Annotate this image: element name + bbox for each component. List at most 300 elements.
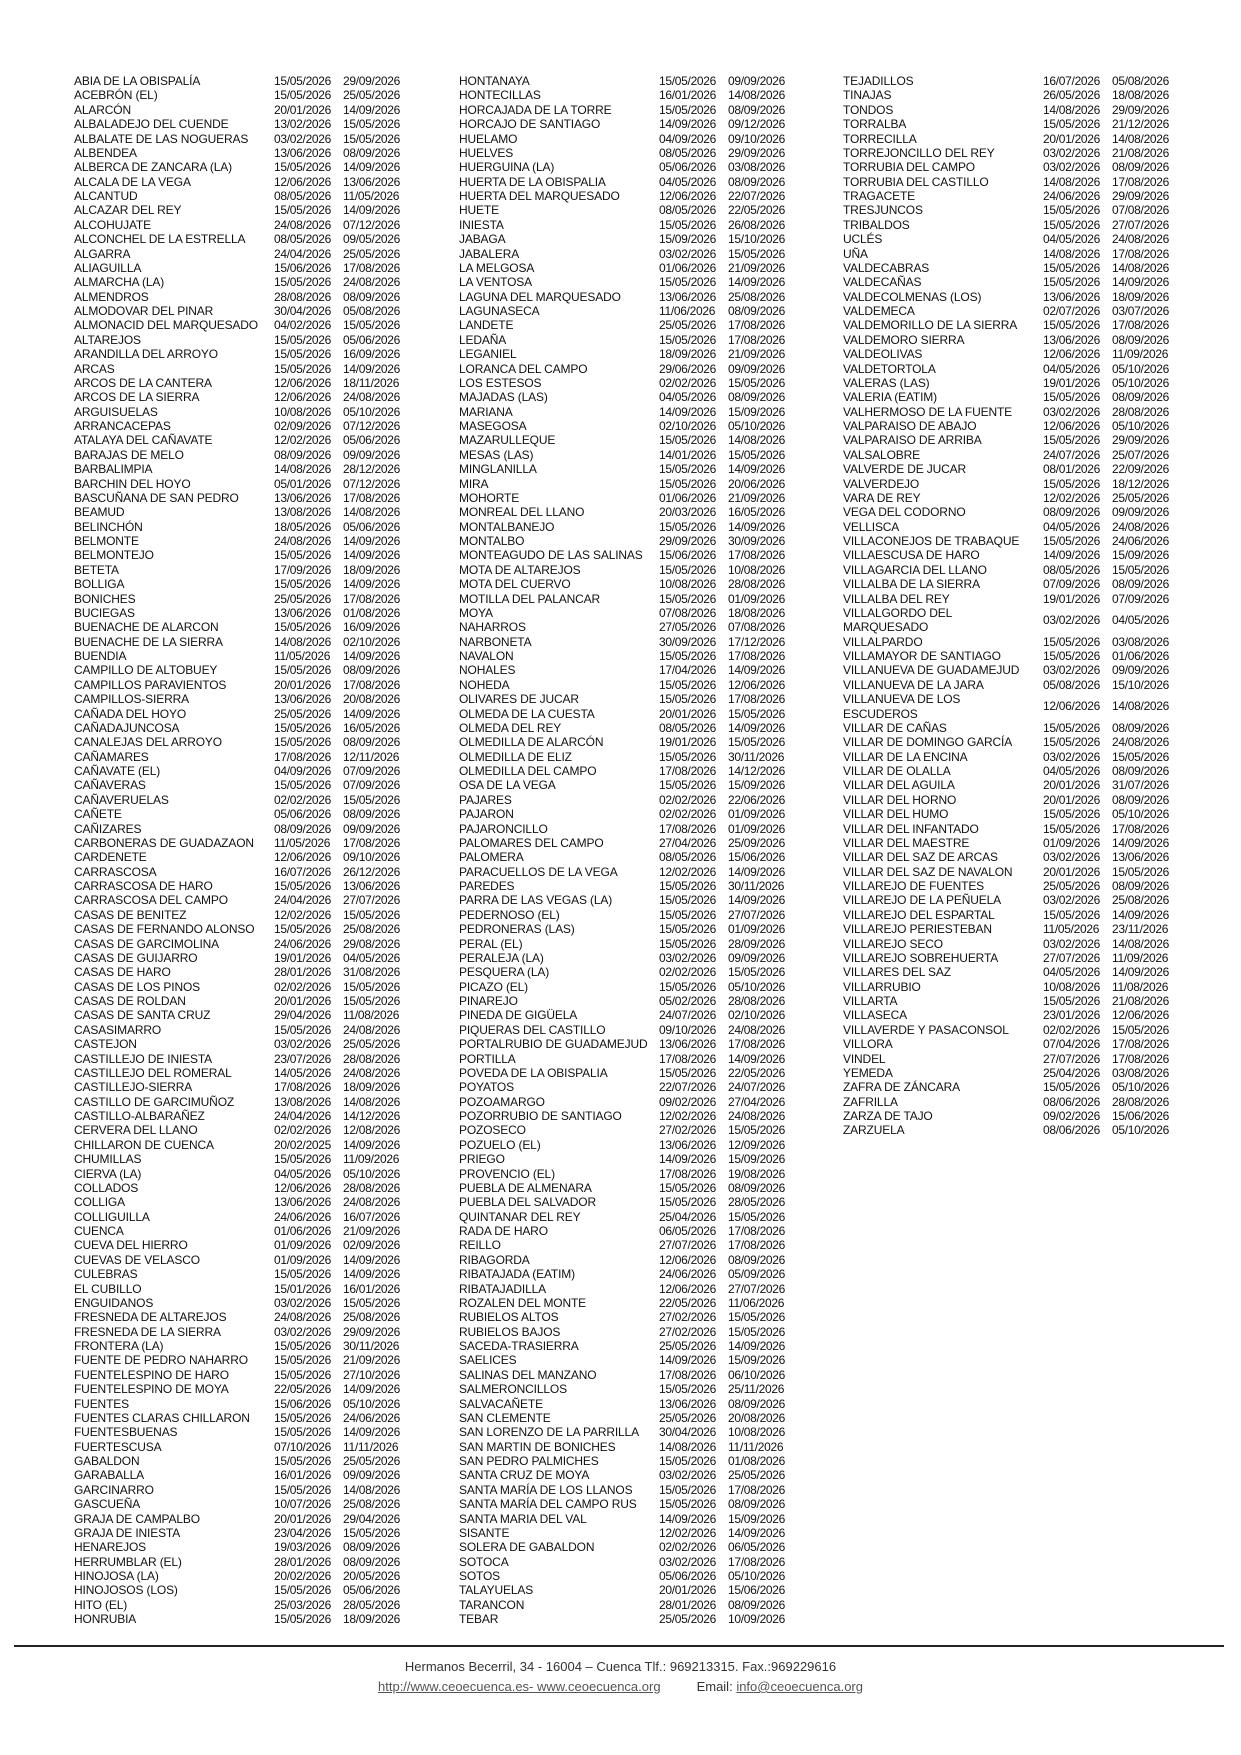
municipality-name: CASTILLEJO DEL ROMERAL — [74, 1065, 232, 1080]
date-start: 10/08/2026 — [659, 577, 717, 592]
date-end: 21/08/2026 — [1112, 994, 1170, 1008]
municipality-name: VALDECABRAS — [843, 260, 930, 275]
date-start: 13/06/2026 — [274, 1195, 332, 1210]
date-end: 09/10/2026 — [343, 850, 401, 865]
date-end: 08/09/2026 — [343, 807, 401, 822]
date-end: 14/09/2026 — [1112, 275, 1170, 290]
date-end: 17/08/2026 — [728, 1037, 786, 1052]
municipality-name: FRESNEDA DE ALTAREJOS — [74, 1310, 227, 1325]
date-start: 29/06/2026 — [659, 361, 717, 376]
date-start: 27/02/2026 — [659, 1310, 717, 1325]
date-end: 11/09/2026 — [1112, 347, 1169, 362]
date-start: 29/09/2026 — [659, 534, 717, 548]
date-start: 27/07/2026 — [1043, 1051, 1101, 1066]
website-link[interactable]: http://www.ceoecuenca.es- www.ceoecuenca.org — [378, 1679, 661, 1694]
email-label: Email: — [696, 1679, 733, 1694]
date-start: 02/02/2026 — [659, 1540, 717, 1555]
date-start: 23/01/2026 — [1043, 1008, 1101, 1023]
municipality-name: CAÑAVERAS — [74, 778, 146, 793]
date-start: 15/05/2026 — [659, 778, 717, 793]
date-end: 29/09/2026 — [343, 1324, 401, 1339]
date-end: 15/06/2026 — [1112, 1109, 1170, 1123]
municipality-name: GRAJA DE CAMPALBO — [74, 1511, 200, 1526]
date-start: 24/08/2026 — [274, 534, 332, 548]
date-end: 14/09/2026 — [728, 663, 786, 678]
date-start: 08/06/2026 — [1043, 1094, 1101, 1109]
email-link[interactable]: info@ceoecuenca.org — [736, 1679, 863, 1694]
date-start: 12/06/2026 — [1043, 347, 1101, 362]
date-end: 31/08/2026 — [343, 965, 401, 980]
date-end: 21/09/2026 — [728, 490, 786, 505]
date-end: 25/11/2026 — [728, 1382, 785, 1397]
date-end: 08/09/2026 — [343, 663, 401, 678]
date-end: 17/08/2026 — [343, 835, 401, 850]
date-start: 19/01/2026 — [1043, 375, 1101, 390]
date-end: 15/05/2026 — [343, 907, 401, 922]
date-start: 20/03/2026 — [659, 505, 717, 520]
date-end: 25/05/2026 — [343, 246, 401, 261]
date-start: 22/05/2026 — [659, 1295, 717, 1310]
municipality-name: TALAYUELAS — [459, 1583, 534, 1598]
date-start: 05/08/2026 — [1043, 677, 1101, 692]
municipality-name: SANTA CRUZ DE MOYA — [459, 1468, 590, 1483]
municipality-name: TINAJAS — [843, 88, 892, 103]
municipality-name: VINDEL — [843, 1051, 886, 1066]
date-start: 19/03/2026 — [274, 1540, 332, 1555]
municipality-name: ALTAREJOS — [74, 332, 141, 347]
date-end: 15/05/2026 — [1112, 1022, 1170, 1037]
date-end: 18/09/2026 — [343, 1080, 401, 1095]
municipality-name: FUERTESCUSA — [74, 1439, 162, 1454]
municipality-name: FUENTELESPINO DE HARO — [74, 1367, 229, 1382]
date-end: 15/05/2026 — [343, 1525, 401, 1540]
municipality-name: HONTECILLAS — [459, 88, 541, 103]
municipality-name: GARCINARRO — [74, 1482, 154, 1497]
date-end: 15/10/2026 — [1112, 677, 1170, 692]
date-end: 05/10/2026 — [1112, 1123, 1170, 1138]
date-start: 14/05/2026 — [274, 1065, 332, 1080]
date-end: 09/09/2026 — [728, 74, 786, 88]
date-end: 17/08/2026 — [1112, 174, 1170, 189]
municipality-name: LEDAÑA — [459, 332, 507, 347]
municipality-name: CARRASCOSA DEL CAMPO — [74, 893, 228, 908]
municipality-name: ALBERCA DE ZANCARA (LA) — [74, 160, 232, 175]
date-end: 14/08/2026 — [343, 1094, 401, 1109]
date-start: 14/08/2026 — [274, 634, 332, 649]
municipality-name: FRESNEDA DE LA SIERRA — [74, 1324, 221, 1339]
date-start: 15/05/2026 — [659, 332, 717, 347]
date-start: 29/04/2026 — [274, 1008, 332, 1023]
date-end: 05/08/2026 — [343, 304, 401, 318]
municipality-name: VILLARRUBIO — [843, 979, 921, 994]
footer-rule — [14, 1645, 1224, 1647]
date-end: 17/08/2026 — [728, 1238, 786, 1253]
date-end: 09/09/2026 — [1112, 663, 1170, 678]
municipality-name: TORREJONCILLO DEL REY — [843, 145, 995, 160]
date-end: 17/08/2026 — [1112, 1037, 1170, 1052]
date-end: 15/05/2026 — [343, 994, 401, 1008]
date-start: 24/07/2026 — [1043, 447, 1101, 462]
municipality-name: PROVENCIO (EL) — [459, 1166, 555, 1181]
municipality-name: SAN LORENZO DE LA PARRILLA — [459, 1425, 639, 1440]
municipality-name: HUELAMO — [459, 131, 518, 146]
municipality-name: VILLAR DEL MAESTRE — [843, 835, 970, 850]
municipality-name: CASAS DE FERNANDO ALONSO — [74, 922, 255, 937]
municipality-name: TRIBALDOS — [843, 217, 910, 232]
municipality-name: VALDECAÑAS — [843, 275, 922, 290]
municipality-name: SAN PEDRO PALMICHES — [459, 1454, 599, 1468]
municipality-name: VILLASECA — [843, 1008, 908, 1023]
municipality-name: SANTA MARÍA DE LOS LLANOS — [459, 1482, 633, 1497]
date-end: 02/10/2026 — [343, 634, 401, 649]
date-start: 17/08/2026 — [659, 1051, 717, 1066]
municipality-name: CASTILLO-ALBARAÑEZ — [74, 1109, 205, 1123]
municipality-name: GARABALLA — [74, 1468, 145, 1483]
date-end: 09/09/2026 — [728, 950, 786, 965]
municipality-name: ARANDILLA DEL ARROYO — [74, 347, 218, 362]
date-start: 04/05/2026 — [659, 174, 717, 189]
date-end: 17/08/2026 — [343, 490, 401, 505]
date-end: 14/09/2026 — [728, 893, 786, 908]
date-end: 17/08/2026 — [1112, 821, 1170, 836]
date-end: 07/08/2026 — [1112, 203, 1170, 218]
municipality-name: COLLADOS — [74, 1180, 139, 1195]
municipality-name: VARA DE REY — [843, 490, 921, 505]
date-end: 24/08/2026 — [343, 390, 401, 405]
date-start: 04/05/2026 — [1043, 965, 1101, 980]
date-start: 15/05/2026 — [1043, 275, 1101, 290]
date-start: 24/06/2026 — [274, 1209, 332, 1224]
date-end: 03/08/2026 — [1112, 1065, 1170, 1080]
date-end: 25/05/2026 — [728, 1468, 786, 1483]
municipality-name: BEAMUD — [74, 505, 125, 520]
date-end: 30/11/2026 — [728, 879, 785, 893]
date-end: 04/05/2026 — [1112, 612, 1170, 627]
municipality-name: VALDEMORO SIERRA — [843, 332, 965, 347]
date-end: 14/08/2026 — [343, 1482, 401, 1497]
municipality-name: CAÑADA DEL HOYO — [74, 706, 187, 721]
date-end: 07/12/2026 — [343, 419, 401, 433]
date-start: 15/05/2026 — [659, 562, 717, 577]
municipality-name: CASTILLEJO-SIERRA — [74, 1080, 193, 1095]
date-start: 04/05/2026 — [659, 390, 717, 405]
date-start: 15/05/2026 — [274, 332, 332, 347]
date-end: 05/10/2026 — [343, 1396, 401, 1411]
date-start: 15/06/2026 — [274, 1396, 332, 1411]
date-end: 09/09/2026 — [343, 1468, 401, 1483]
date-start: 04/05/2026 — [1043, 232, 1101, 247]
date-start: 04/02/2026 — [274, 318, 332, 333]
date-end: 18/09/2026 — [1112, 289, 1170, 304]
date-end: 07/12/2026 — [343, 217, 401, 232]
municipality-name: ROZALEN DEL MONTE — [459, 1295, 587, 1310]
date-end: 20/08/2026 — [343, 692, 401, 707]
date-start: 15/05/2026 — [274, 735, 332, 750]
date-end: 24/06/2026 — [343, 1410, 401, 1425]
municipality-name: MIRA — [459, 476, 489, 491]
municipality-name: POZOSECO — [459, 1123, 526, 1138]
municipality-name: CASASIMARRO — [74, 1022, 162, 1037]
date-end: 15/05/2026 — [728, 1310, 786, 1325]
municipality-name: ALCALA DE LA VEGA — [74, 174, 191, 189]
date-start: 15/05/2026 — [1043, 649, 1101, 663]
date-start: 06/05/2026 — [659, 1224, 717, 1238]
municipality-name: CASTILLEJO DE INIESTA — [74, 1051, 212, 1066]
date-end: 12/06/2026 — [728, 677, 786, 692]
date-end: 09/09/2026 — [1112, 505, 1170, 520]
date-start: 25/05/2026 — [659, 1612, 717, 1627]
date-end: 09/09/2026 — [343, 821, 401, 836]
date-end: 10/08/2026 — [728, 1425, 786, 1440]
date-start: 12/06/2026 — [274, 390, 332, 405]
date-end: 17/08/2026 — [1112, 246, 1170, 261]
date-start: 16/01/2026 — [659, 88, 717, 103]
date-start: 24/06/2026 — [659, 1267, 717, 1282]
date-end: 23/11/2026 — [1112, 922, 1169, 937]
municipality-name: CANALEJAS DEL ARROYO — [74, 735, 222, 750]
municipality-name: VILLAR DEL HORNO — [843, 792, 957, 807]
date-start: 15/05/2026 — [274, 1367, 332, 1382]
municipality-name: OLMEDA DE LA CUESTA — [459, 706, 595, 721]
municipality-name: VALSALOBRE — [843, 447, 920, 462]
date-start: 15/05/2026 — [1043, 994, 1101, 1008]
date-end: 26/12/2026 — [343, 864, 401, 879]
municipality-name: ZAFRA DE ZÁNCARA — [843, 1080, 960, 1095]
date-start: 15/05/2026 — [1043, 534, 1101, 548]
municipality-name: VALDEOLIVAS — [843, 347, 923, 362]
date-start: 12/06/2026 — [274, 174, 332, 189]
date-end: 20/05/2026 — [343, 1569, 401, 1583]
date-start: 14/09/2026 — [1043, 548, 1101, 563]
date-end: 14/09/2026 — [343, 102, 401, 117]
date-end: 14/09/2026 — [343, 1382, 401, 1397]
municipality-name: UÑA — [843, 246, 868, 261]
date-start: 02/02/2026 — [659, 375, 717, 390]
municipality-name: OLMEDILLA DE ELIZ — [459, 749, 572, 764]
date-start: 15/05/2026 — [274, 577, 332, 592]
municipality-name: VALDETORTOLA — [843, 361, 936, 376]
date-end: 14/09/2026 — [728, 462, 786, 477]
municipality-name: POVEDA DE LA OBISPALIA — [459, 1065, 608, 1080]
date-start: 08/09/2026 — [274, 447, 332, 462]
date-end: 15/05/2026 — [1112, 562, 1170, 577]
municipality-name: CAMPILLOS PARAVIENTOS — [74, 677, 227, 692]
date-end: 08/09/2026 — [728, 1497, 786, 1512]
date-end: 22/09/2026 — [1112, 462, 1170, 477]
municipality-name: VILLAREJO SOBREHUERTA — [843, 950, 999, 965]
municipality-name: ARCAS — [74, 361, 115, 376]
date-end: 01/08/2026 — [343, 605, 401, 620]
date-end: 21/09/2026 — [728, 260, 786, 275]
municipality-name: PINEDA DE GIGÜELA — [459, 1008, 578, 1023]
municipality-name: RADA DE HARO — [459, 1224, 548, 1238]
date-end: 08/09/2026 — [728, 304, 786, 318]
date-start: 15/05/2026 — [274, 1583, 332, 1598]
date-start: 15/05/2026 — [659, 433, 717, 448]
municipality-name: VILLAREJO DE FUENTES — [843, 879, 985, 893]
date-start: 12/06/2026 — [274, 1180, 332, 1195]
date-end: 09/09/2026 — [343, 447, 401, 462]
municipality-name: VALERAS (LAS) — [843, 375, 930, 390]
date-end: 05/06/2026 — [343, 519, 401, 534]
date-end: 29/09/2026 — [1112, 102, 1170, 117]
municipality-name: POZORRUBIO DE SANTIAGO — [459, 1109, 622, 1123]
date-end: 14/09/2026 — [343, 577, 401, 592]
date-start: 25/05/2026 — [274, 591, 332, 606]
date-end: 05/10/2026 — [728, 979, 786, 994]
date-end: 11/11/2026 — [728, 1439, 784, 1454]
footer-links — [0, 1677, 1241, 1697]
date-end: 16/07/2026 — [343, 1209, 401, 1224]
municipality-name: HERRUMBLAR (EL) — [74, 1554, 182, 1569]
date-start: 03/02/2026 — [274, 131, 332, 146]
date-end: 30/09/2026 — [728, 534, 786, 548]
date-end: 18/09/2026 — [343, 1612, 401, 1627]
municipality-name: ALMODOVAR DEL PINAR — [74, 304, 214, 318]
date-start: 16/07/2026 — [274, 864, 332, 879]
date-end: 03/08/2026 — [1112, 634, 1170, 649]
date-start: 17/08/2026 — [274, 1080, 332, 1095]
municipality-name: PRIEGO — [459, 1152, 505, 1167]
date-start: 14/09/2026 — [659, 1353, 717, 1368]
municipality-name: RIBATAJADILLA — [459, 1281, 546, 1296]
date-start: 16/07/2026 — [1043, 74, 1101, 88]
date-end: 14/08/2026 — [1112, 260, 1170, 275]
date-end: 24/08/2026 — [343, 1022, 401, 1037]
date-start: 15/05/2026 — [274, 1353, 332, 1368]
date-start: 20/01/2026 — [274, 677, 332, 692]
date-end: 12/06/2026 — [1112, 1008, 1170, 1023]
municipality-name: BASCUÑANA DE SAN PEDRO — [74, 490, 239, 505]
date-end: 28/12/2026 — [343, 462, 401, 477]
date-end: 14/09/2026 — [343, 548, 401, 563]
date-end: 14/08/2026 — [1112, 699, 1170, 714]
date-end: 27/07/2026 — [728, 907, 786, 922]
date-end: 08/09/2026 — [728, 1597, 786, 1612]
date-start: 14/08/2026 — [1043, 174, 1101, 189]
date-start: 24/06/2026 — [1043, 189, 1101, 203]
municipality-name: VILLAREJO DE LA PEÑUELA — [843, 893, 1001, 908]
date-start: 17/08/2026 — [659, 821, 717, 836]
date-end: 28/08/2026 — [1112, 1094, 1170, 1109]
municipality-name: HUETE — [459, 203, 499, 218]
date-start: 15/05/2026 — [1043, 260, 1101, 275]
date-start: 22/05/2026 — [274, 1382, 332, 1397]
municipality-name: VILLARES DEL SAZ — [843, 965, 951, 980]
municipality-name: HENAREJOS — [74, 1540, 146, 1555]
municipality-name: SOTOS — [459, 1569, 501, 1583]
date-start: 05/02/2026 — [659, 994, 717, 1008]
date-start: 15/05/2026 — [274, 275, 332, 290]
municipality-name: MOYA — [459, 605, 493, 620]
municipality-name: PALOMARES DEL CAMPO — [459, 835, 604, 850]
date-start: 08/05/2026 — [659, 145, 717, 160]
date-start: 13/06/2026 — [659, 289, 717, 304]
municipality-name: FUENTES — [74, 1396, 129, 1411]
date-end: 08/09/2026 — [728, 1180, 786, 1195]
municipality-name: VILLAR DEL SAZ DE NAVALON — [843, 864, 1013, 879]
date-end: 08/09/2026 — [343, 289, 401, 304]
municipality-name: TARANCON — [459, 1597, 525, 1612]
date-start: 15/05/2026 — [659, 1065, 717, 1080]
municipality-name: SANTA MARÍA DEL CAMPO RUS — [459, 1497, 637, 1512]
date-end: 21/08/2026 — [1112, 145, 1170, 160]
municipality-name: MARIANA — [459, 404, 513, 419]
date-start: 11/05/2026 — [274, 835, 331, 850]
date-start: 23/04/2026 — [274, 1525, 332, 1540]
date-start: 15/05/2026 — [659, 749, 717, 764]
date-end: 29/08/2026 — [343, 936, 401, 951]
date-end: 20/06/2026 — [728, 476, 786, 491]
date-start: 15/05/2026 — [659, 677, 717, 692]
municipality-name: VILLAMAYOR DE SANTIAGO — [843, 649, 1001, 663]
municipality-name: VILLAR DEL INFANTADO — [843, 821, 979, 836]
municipality-name: JABALERA — [459, 246, 520, 261]
date-start: 19/01/2026 — [1043, 591, 1101, 606]
date-start: 01/09/2026 — [1043, 835, 1101, 850]
date-end: 03/08/2026 — [728, 160, 786, 175]
date-end: 17/08/2026 — [728, 1224, 786, 1238]
municipality-name: CASTEJON — [74, 1037, 137, 1052]
date-end: 15/05/2026 — [343, 979, 401, 994]
municipality-name: HONRUBIA — [74, 1612, 137, 1627]
municipality-name: BUENDIA — [74, 649, 127, 663]
municipality-name: COLLIGUILLA — [74, 1209, 150, 1224]
date-start: 16/01/2026 — [274, 1468, 332, 1483]
date-start: 30/04/2026 — [659, 1425, 717, 1440]
date-end: 11/09/2026 — [1112, 950, 1169, 965]
date-start: 14/08/2026 — [274, 462, 332, 477]
municipality-name: CAMPILLO DE ALTOBUEY — [74, 663, 218, 678]
municipality-name: MOTILLA DEL PALANCAR — [459, 591, 601, 606]
date-end: 09/05/2026 — [343, 232, 401, 247]
date-start: 07/09/2026 — [1043, 577, 1101, 592]
municipality-name: VILLALGORDO DEL MARQUESADO — [843, 605, 952, 635]
date-start: 12/02/2026 — [659, 1109, 717, 1123]
date-start: 15/05/2026 — [659, 519, 717, 534]
municipality-name: SOTOCA — [459, 1554, 509, 1569]
municipality-name: CUENCA — [74, 1224, 124, 1238]
date-end: 15/05/2026 — [343, 318, 401, 333]
municipality-name: FUENTESBUENAS — [74, 1425, 178, 1440]
municipality-name: CHILLARON DE CUENCA — [74, 1137, 214, 1152]
municipality-name: PICAZO (EL) — [459, 979, 529, 994]
date-start: 15/05/2026 — [659, 1382, 717, 1397]
date-start: 15/05/2026 — [1043, 1080, 1101, 1095]
municipality-name: BETETA — [74, 562, 119, 577]
date-end: 14/09/2026 — [343, 160, 401, 175]
municipality-name: VALVERDE DE JUCAR — [843, 462, 967, 477]
date-start: 15/05/2026 — [659, 649, 717, 663]
municipality-name: CIERVA (LA) — [74, 1166, 142, 1181]
date-end: 08/09/2026 — [728, 1396, 786, 1411]
date-end: 14/08/2026 — [728, 433, 786, 448]
date-end: 08/09/2026 — [728, 102, 786, 117]
date-end: 05/09/2026 — [728, 1267, 786, 1282]
date-start: 02/02/2026 — [659, 807, 717, 822]
municipality-name: OLIVARES DE JUCAR — [459, 692, 579, 707]
date-start: 17/08/2026 — [274, 749, 332, 764]
date-end: 30/11/2026 — [343, 1339, 400, 1353]
date-end: 24/08/2026 — [1112, 735, 1170, 750]
date-start: 23/07/2026 — [274, 1051, 332, 1066]
date-start: 15/05/2026 — [1043, 634, 1101, 649]
municipality-name: ZARZUELA — [843, 1123, 905, 1138]
date-end: 15/09/2026 — [728, 404, 786, 419]
date-start: 07/08/2026 — [659, 605, 717, 620]
date-end: 15/05/2026 — [728, 375, 786, 390]
municipality-name: CAÑETE — [74, 807, 122, 822]
